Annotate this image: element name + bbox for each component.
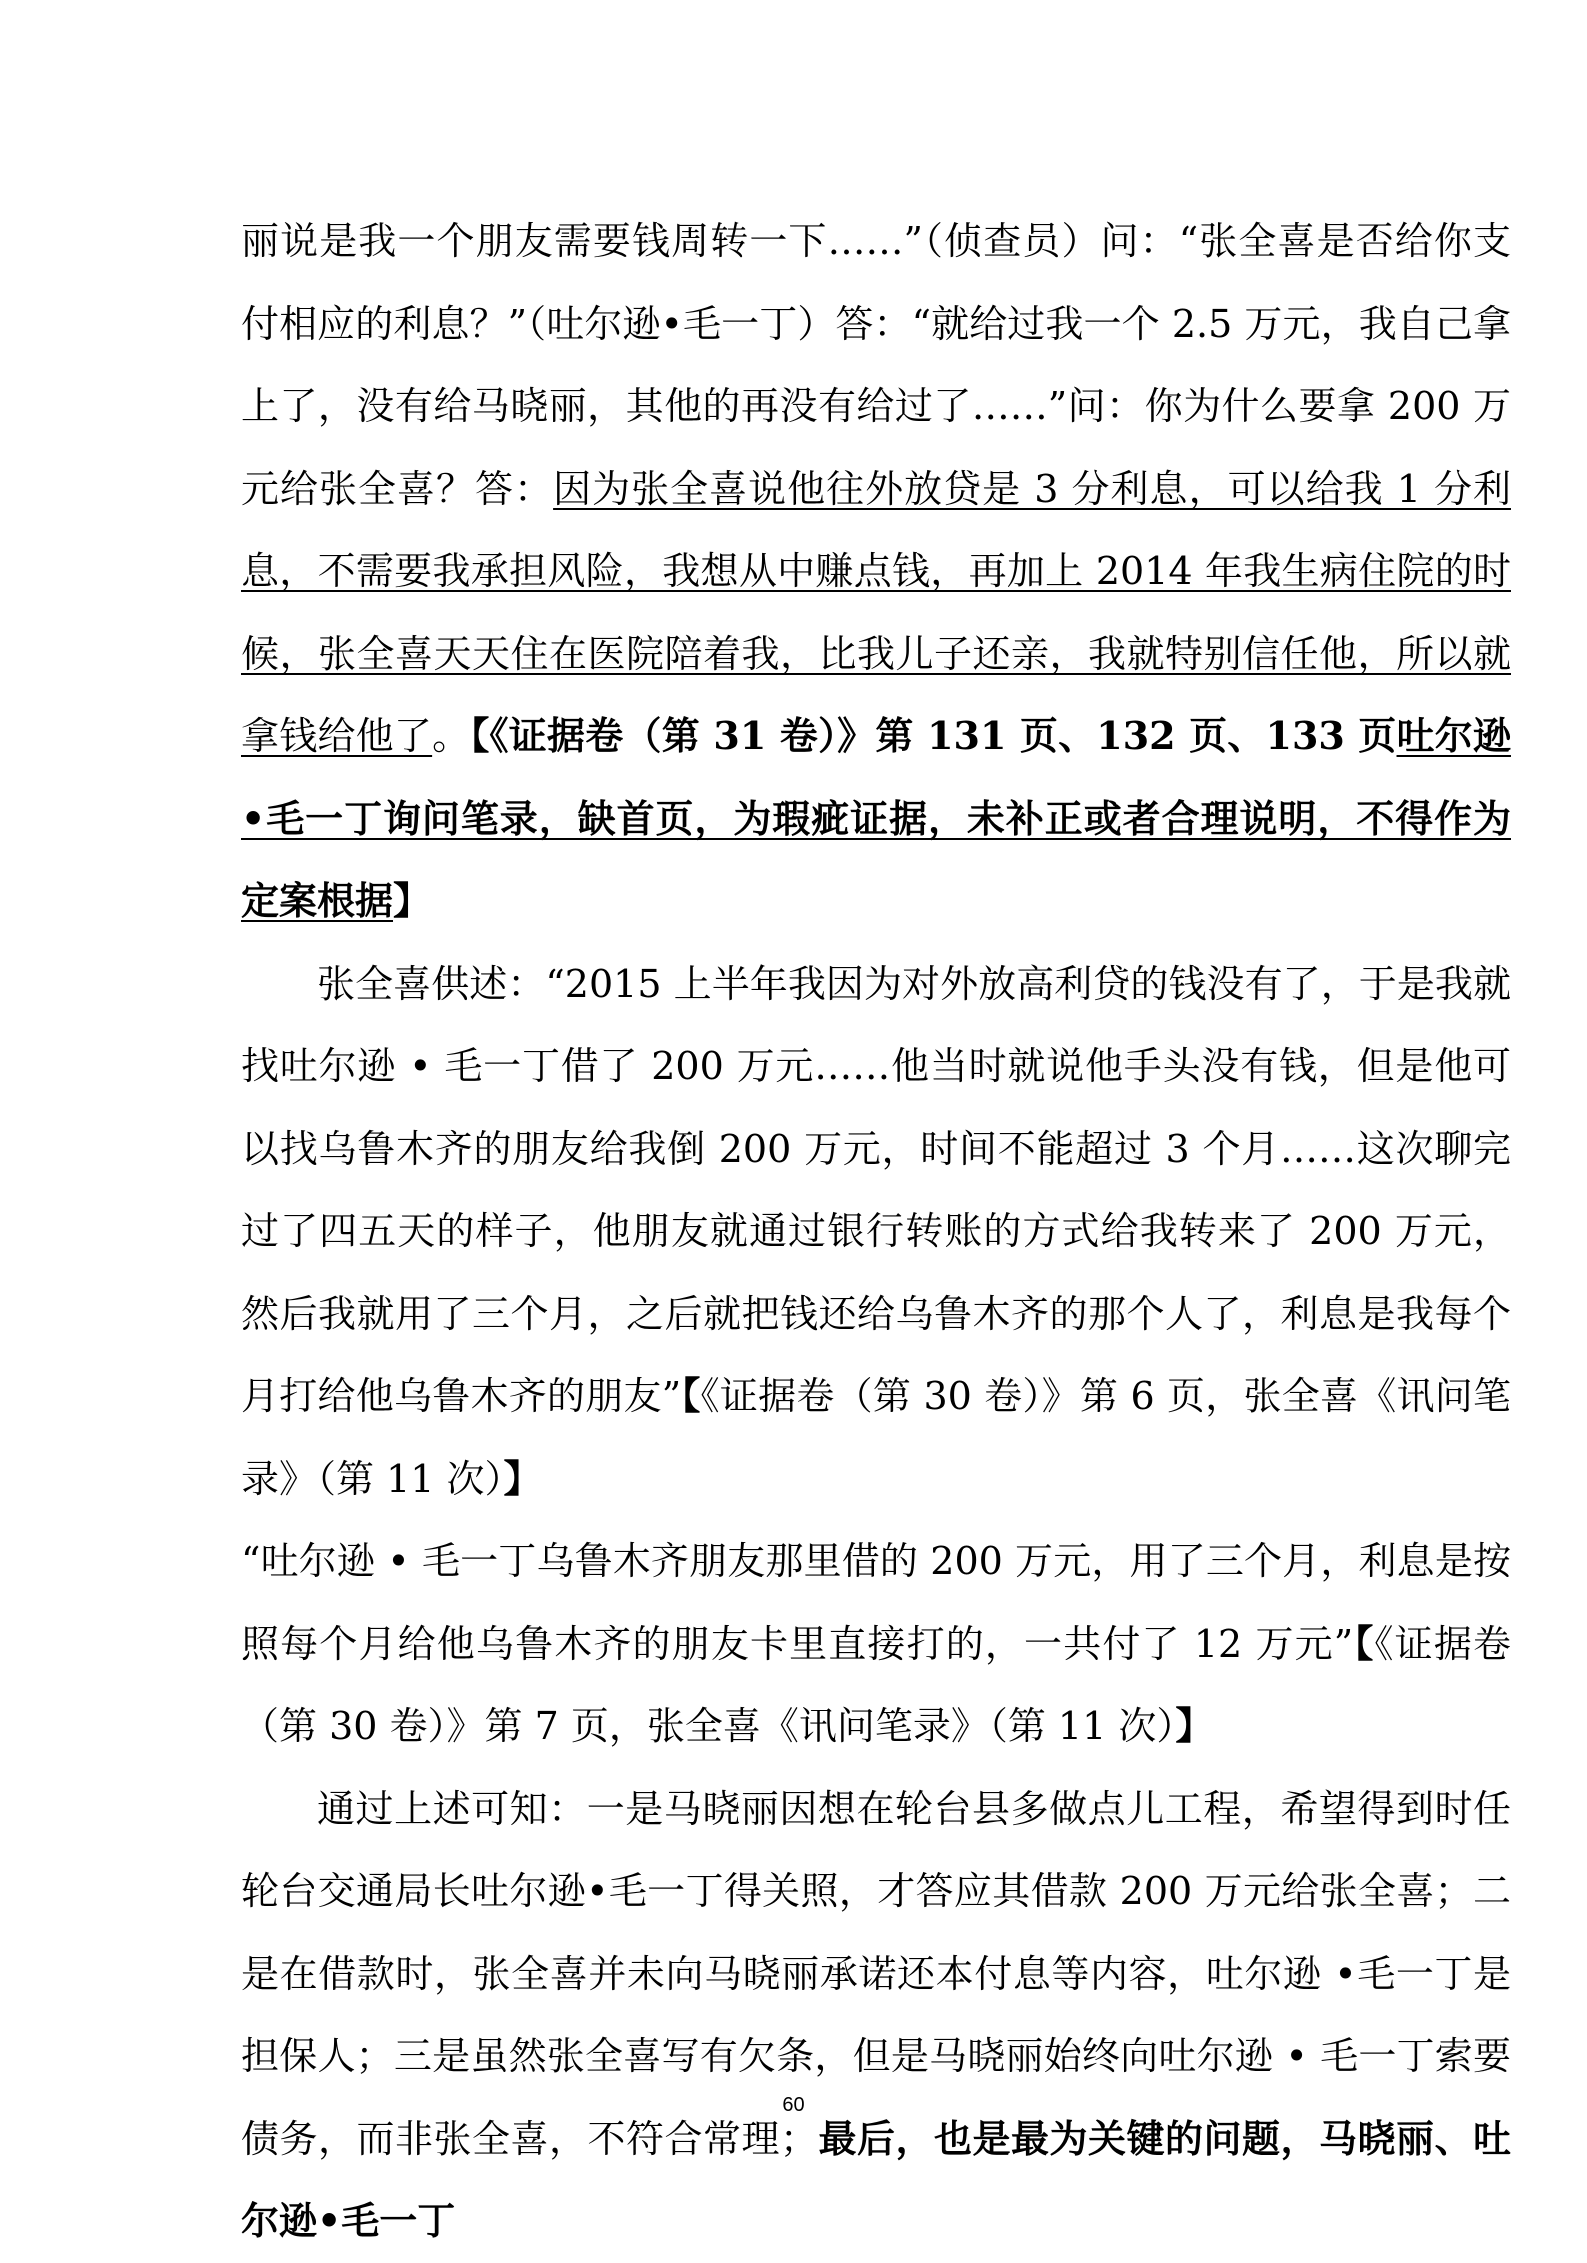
document-body xyxy=(241,200,1511,2263)
page-number: 60 xyxy=(782,2094,805,2116)
paragraph-2 xyxy=(241,943,1511,1521)
text-segment: 通过上述可知：一是马晓丽因想在轮台县多做点儿工程，希望得到时任轮台交通局长吐尔逊•毛一丁得关照，才答应其借款 200 万元给张全喜；二是在借款时，张全喜并未向马晓丽承诺还本付息等内容，吐尔逊 •毛一丁是担保人；三是虽然张全喜写有欠条，但是马晓丽始终向吐尔逊 • 毛一丁索要债务，而非张全喜，不符合常理； xyxy=(241,1786,1511,2161)
paragraph-1 xyxy=(241,200,1511,943)
text-segment: 。 xyxy=(432,714,471,758)
citation-bracket: 【 xyxy=(1353,1620,1375,1666)
citation-bracket: 】 xyxy=(503,1455,542,1501)
evidence-citation: 《证据卷（第 30 卷）》第 7 页，张全喜《讯问笔录》（第 11 次） xyxy=(241,1621,1511,1748)
text-segment: “吐尔逊 • 毛一丁乌鲁木齐朋友那里借的 200 万元，用了三个月，利息是按照每个月给他乌鲁木齐的朋友卡里直接打的，一共付了 12 万元” xyxy=(241,1539,1511,1666)
evidence-defect-note: 吐尔逊•毛一丁询问笔录，缺首页，为瑕疵证据，未补正或者合理说明，不得作为定案根据 xyxy=(241,713,1511,923)
text-segment: 丽说是我一个朋友需要钱周转一下……”（侦查员）问：“张全喜是否给你支付相应的利息？”（吐尔逊•毛一丁）答：“就给过我一个 2.5 万元，我自己拿上了，没有给马晓丽，其他的再没有给过了……”问：你为什么要拿 200 万元给张全喜？答： xyxy=(241,219,1511,511)
citation-bracket: 】 xyxy=(393,878,432,923)
paragraph-3 xyxy=(241,1520,1511,1768)
text-segment: 张全喜供述：“2015 上半年我因为对外放高利贷的钱没有了，于是我就找吐尔逊 • 毛一丁借了 200 万元……他当时就说他手头没有钱，但是他可以找乌鲁木齐的朋友给我倒 200 万元，时间不能超过 3 个月……这次聊完过了四五天的样子，他朋友就通过银行转账的方式给我转来了 200 万元，然后我就用了三个月，之后就把钱还给乌鲁木齐的那个人了，利息是我每个月打给他乌鲁木齐的朋友” xyxy=(241,961,1511,1418)
paragraph-4 xyxy=(241,1768,1511,2263)
underlined-quote: 因为张全喜说他往外放贷是 3 分利息，可以给我 1 分利息，不需要我承担风险，我想从中赚点钱，再加上 2014 年我生病住院的时候，张全喜天天住在医院陪着我，比我儿子还亲，我就特别信任他，所以就拿钱给他了 xyxy=(241,466,1511,758)
citation-bracket: 【 xyxy=(681,1373,701,1418)
evidence-citation: 《证据卷（第 30 卷）》第 6 页，张全喜《讯问笔录》（第 11 次） xyxy=(241,1374,1511,1501)
evidence-citation: 【《证据卷（第 31 卷）》第 131 页、132 页、133 页 xyxy=(470,713,1397,758)
citation-bracket: 】 xyxy=(1175,1703,1214,1748)
bold-conclusion: 最后，也是最为关键的问题，马晓丽、吐尔逊•毛一丁 xyxy=(241,2115,1511,2243)
